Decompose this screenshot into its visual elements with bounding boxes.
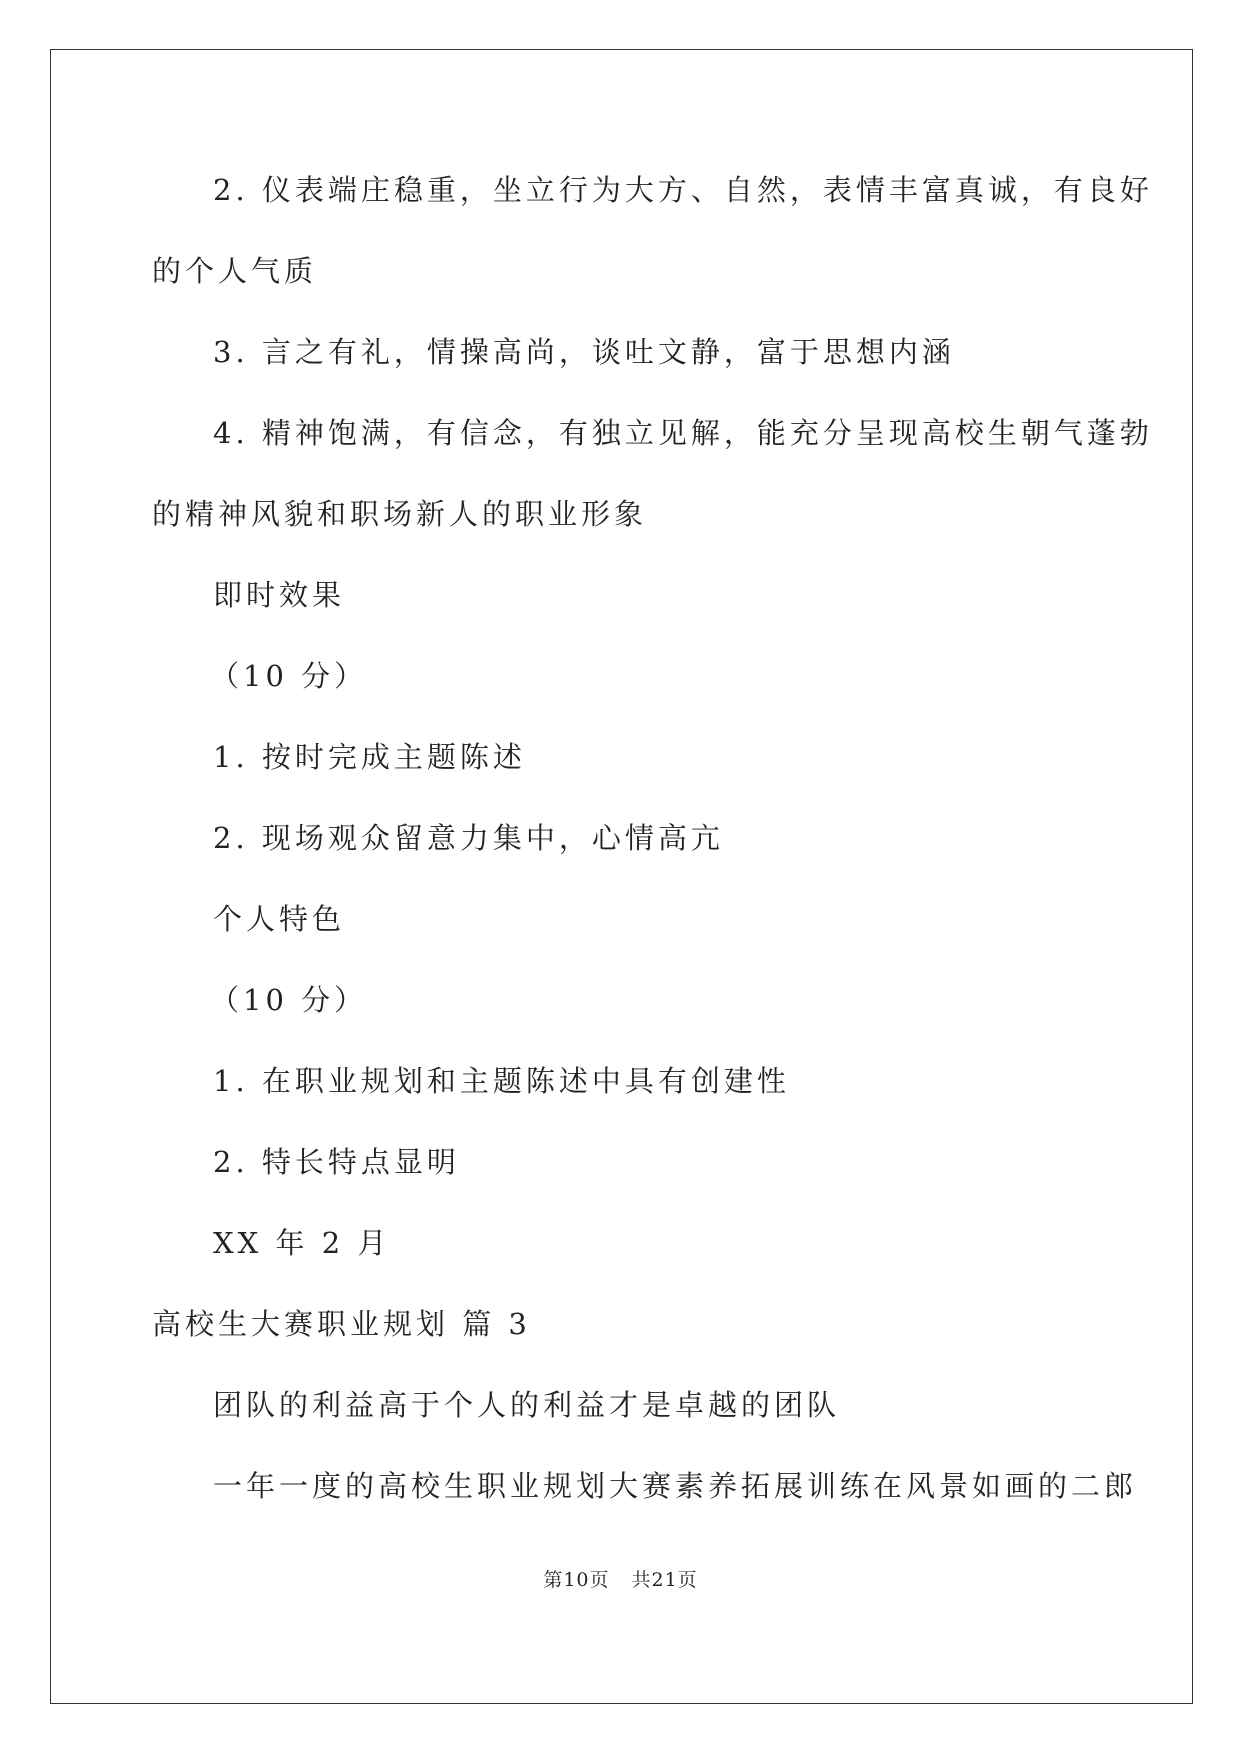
- score-label: （10 分）: [210, 659, 368, 693]
- text-line: 的个人气质: [152, 254, 318, 288]
- page-footer: [0, 1565, 1241, 1592]
- text-line: 3. 言之有礼，情操高尚，谈吐文静，富于思想内涵: [213, 335, 955, 369]
- article-title: 高校生大赛职业规划 篇 3: [152, 1307, 531, 1341]
- text-line: 2. 现场观众留意力集中，心情高亢: [213, 821, 724, 855]
- page-border: [50, 49, 1193, 1704]
- section-heading: 个人特色: [213, 902, 346, 936]
- text-line: 4. 精神饱满，有信念，有独立见解，能充分呈现高校生朝气蓬勃: [213, 416, 1153, 450]
- current-page-number: 第10页: [543, 1569, 610, 1591]
- score-label: （10 分）: [210, 983, 368, 1017]
- date-line: XX 年 2 月: [213, 1226, 391, 1260]
- text-line: 1. 按时完成主题陈述: [213, 740, 526, 774]
- text-line: 2. 特长特点显明: [213, 1145, 460, 1179]
- text-line: 的精神风貌和职场新人的职业形象: [152, 497, 648, 531]
- total-pages: 共21页: [631, 1569, 698, 1591]
- section-heading: 即时效果: [213, 578, 346, 612]
- text-line: 1. 在职业规划和主题陈述中具有创建性: [213, 1064, 790, 1098]
- text-line: 2. 仪表端庄稳重，坐立行为大方、自然，表情丰富真诚，有良好: [213, 173, 1153, 207]
- text-line: 团队的利益高于个人的利益才是卓越的团队: [213, 1388, 841, 1422]
- text-line: 一年一度的高校生职业规划大赛素养拓展训练在风景如画的二郎: [213, 1469, 1138, 1503]
